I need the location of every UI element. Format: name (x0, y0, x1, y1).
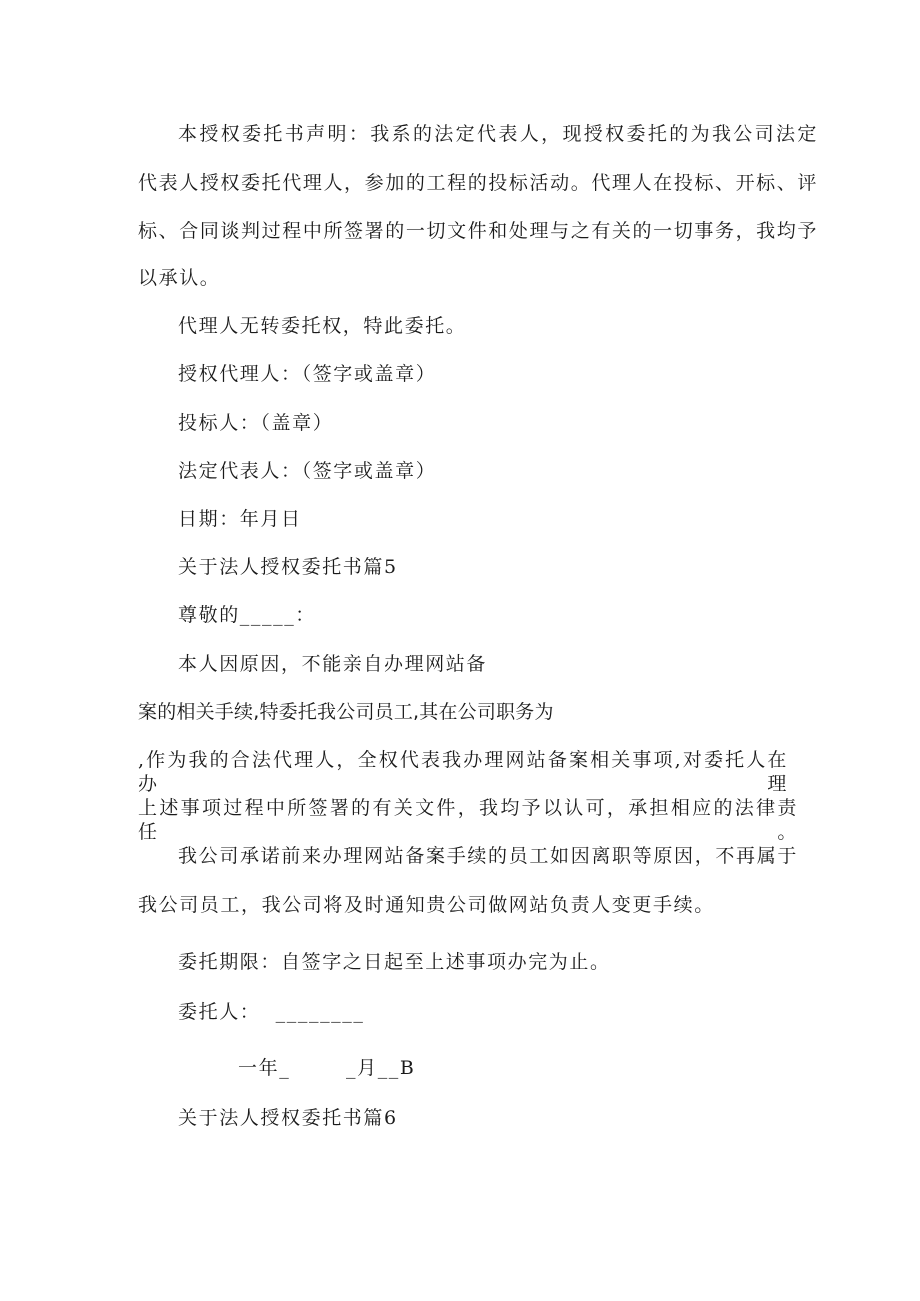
para2-line1: 本人因原因，不能亲自办理网站备 (178, 653, 488, 675)
bidder-line: 投标人：（盖章） (178, 412, 334, 434)
date-line: 日期：年月日 (178, 508, 302, 530)
para2-line4: 上述事项过程中所签署的有关文件，我均予以认可，承担相应的法律责任。 (138, 797, 798, 843)
term-line: 委托期限：自签字之日起至上述事项办完为止。 (178, 951, 611, 973)
para1-line2: 代表人授权委托代理人，参加的工程的投标活动。代理人在投标、开标、评 (138, 172, 818, 194)
salutation: 尊敬的_____： (178, 604, 316, 626)
para2-line3: ,作为我的合法代理人，全权代表我办理网站备案相关事项,对委托人在办理 (138, 749, 788, 795)
legal-rep-line: 法定代表人：（签字或盖章） (178, 460, 437, 482)
authorized-agent-line: 授权代理人：（签字或盖章） (178, 363, 437, 385)
principal-line: 委托人： ________ (178, 1001, 365, 1023)
heading-section6: 关于法人授权委托书篇6 (178, 1107, 398, 1129)
no-transfer-text: 代理人无转委托权，特此委托。 (178, 315, 467, 337)
date-blank-month-day: _月__B (346, 1057, 416, 1079)
para3-line1: 我公司承诺前来办理网站备案手续的员工如因离职等原因，不再属于 (178, 845, 798, 867)
para2-line2: 案的相关手续,特委托我公司员工,其在公司职务为 (138, 701, 554, 723)
heading-section5: 关于法人授权委托书篇5 (178, 556, 398, 578)
para1-line4: 以承认。 (138, 267, 221, 289)
para3-line2: 我公司员工，我公司将及时通知贵公司做网站负责人变更手续。 (138, 894, 715, 916)
para1-line3: 标、合同谈判过程中所签署的一切文件和处理与之有关的一切事务，我均予 (138, 220, 818, 242)
para1-line1: 本授权委托书声明：我系的法定代表人，现授权委托的为我公司法定 (178, 123, 818, 145)
date-blank-year: 一年_ (238, 1057, 291, 1079)
